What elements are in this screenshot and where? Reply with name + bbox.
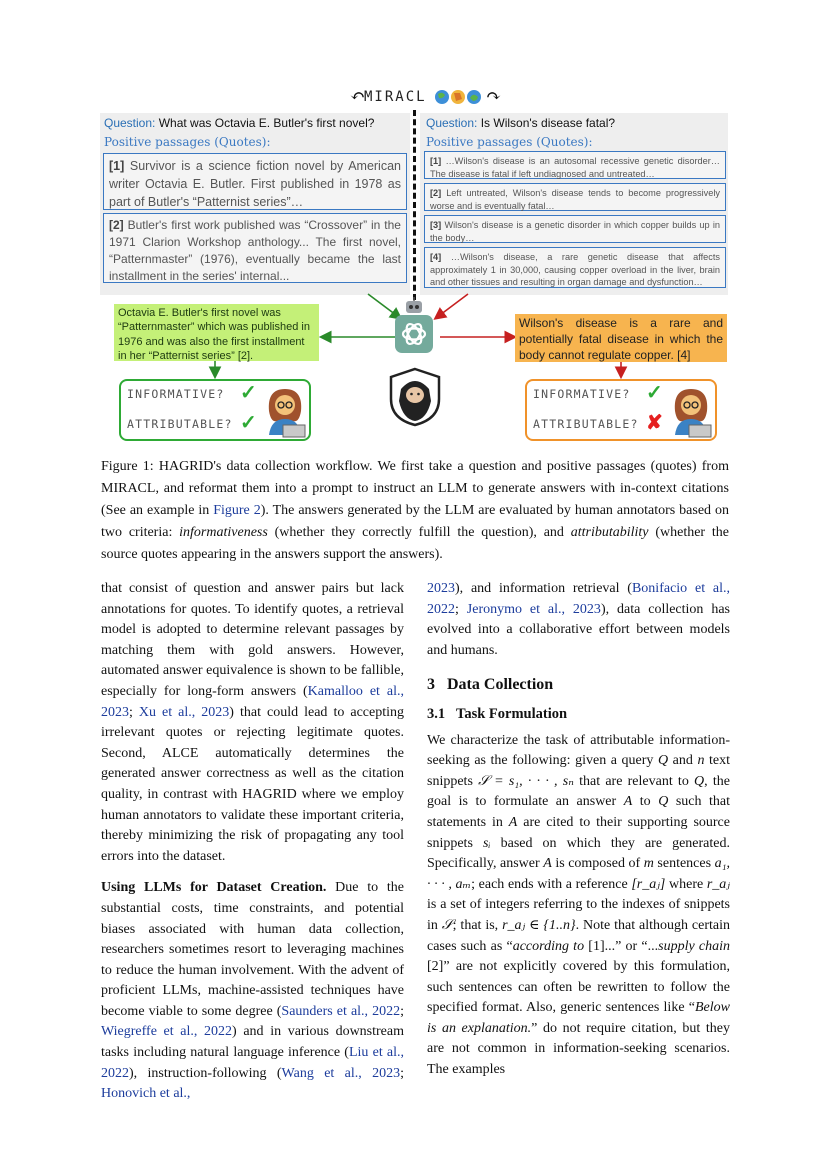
citation-link[interactable]: Xu et al., 2023 — [138, 704, 230, 720]
citation-link[interactable]: 2023 — [427, 581, 455, 596]
paragraph: that consist of question and answer pairs but lack annotations for quotes. To identify quotes, a retrieval model is adopted to determine relevant passages by matching them with gold answers. However, automated answer equivalence is shown to be fallible, especially for long-form answers (Kamalloo et al., 2023; Xu et al., 2023) that could lead to accepting irrelevant quotes or rejecting legitimate quotes. Second, ALCE automatically determines the generated answer correctness as well as the citation quality, in contrast with HAGRID where we employ human annotators to validate these important criteria, thereby minimizing the risk of propagating any tool errors into the dataset. — [101, 581, 404, 864]
right-passage-3: [3] Wilson's disease is a genetic disorder in which copper builds up in the body… — [424, 215, 726, 243]
right-informative-label: INFORMATIVE? — [533, 387, 631, 401]
annotator-icon — [667, 383, 715, 439]
paragraph: Using LLMs for Dataset Creation. Due to the substantial costs, time constraints, and potential biases associated with human data collection, researchers sometimes resort to leveraging machines to reduce the human involvement. With the advent of proficient LLMs, machine-assisted techniques have become viable to some degree (Saunders et al., 2022; Wiegreffe et al., 2022) and in various downstream tasks including natural language inference (Liu et al., 2022), instruction-following (Wang et al., 2023; Honovich et al., — [101, 880, 405, 1102]
arrow-right-to-robot — [436, 294, 468, 318]
miracl-label: MIRACL — [364, 89, 427, 105]
left-attributable-check-icon: ✓ — [240, 412, 257, 434]
left-question: Question: What was Octavia E. Butler's first novel? — [104, 116, 375, 130]
right-eval-box — [525, 379, 717, 441]
left-informative-check-icon: ✓ — [240, 382, 257, 404]
citation-link[interactable]: Wiegreffe et al., 2022 — [101, 1024, 233, 1040]
right-informative-check-icon: ✓ — [646, 382, 663, 404]
subsection-heading: 3.1 Task Formulation — [427, 705, 568, 722]
hagrid-mascot-icon — [387, 367, 443, 427]
dashed-divider — [413, 110, 416, 300]
citation-link[interactable]: Honovich et al., — [101, 1086, 191, 1102]
left-eval-box — [119, 379, 311, 441]
right-llm-answer: Wilson's disease is a rare and potentially fatal disease in which the body cannot regulate copper. [4] — [515, 314, 727, 362]
right-attributable-label: ATTRIBUTABLE? — [533, 417, 639, 431]
section-heading: 3 Data Collection — [427, 676, 554, 694]
right-passage-2: [2] Left untreated, Wilson's disease tends to become progressively worse and is eventually fatal… — [424, 183, 726, 211]
left-pp-label: Positive passages (Quotes): — [104, 135, 271, 149]
left-attributable-label: ATTRIBUTABLE? — [127, 417, 233, 431]
left-passage-2: [2] Butler's first work published was “Crossover” in the 1971 Clarion Workshop anthology... The first novel, “Patternmaster” (1976), eventually became the last installment in the series' internal... — [103, 213, 407, 283]
right-passage-4: [4] …Wilson's disease, a rare genetic disease that affects approximately 1 in 30,000, causing copper overload in the liver, brain and other tissues and resulting in organ damage and dysfunction… — [424, 247, 726, 288]
figure-caption: Figure 1: HAGRID's data collection workflow. We first take a question and positive passages (quotes) from MIRACL, and reformat them into a prompt to instruct an LLM to generate answers with in-context citations (See an example in Figure 2). The answers generated by the LLM are evaluated by human annotators based on two criteria: informativeness (whether they correctly fulfill the question), and attributability (whether the source quotes appearing in the answers support the answers). — [101, 459, 729, 562]
left-passage-1: [1] Survivor is a science fiction novel by American writer Octavia E. Butler. First published in 1978 as part of Butler's “Patternist series”… — [103, 153, 407, 210]
left-llm-answer: Octavia E. Butler's first novel was “Patternmaster” which was published in 1976 and was also the first installment in her “Patternist series” [2]. — [114, 304, 319, 361]
curved-arrow-right-icon: ↷ — [486, 86, 502, 106]
left-column — [101, 579, 404, 1105]
paragraph: We characterize the task of attributable information-seeking as the following: given a query Q and n text snippets 𝒮 = s₁, · · · , sₙ that are relevant to Q, the goal is to formulate an answer A to Q such that statements in A are cited to their supporting source snippets sᵢ based on which they are generated. Specifically, answer A is composed of m sentences a₁, · · · , aₘ; each ends with a reference [r_aⱼ] where r_aⱼ is a set of integers referring to the indexes of snippets in 𝒮; that is, r_aⱼ ∈ {1..n}. Note that although certain cases such as “according to [1]...” or “...supply chain [2]” are not explicitly covered by this formulation, such sentences can often be rewritten to follow the specified format. Also, generic sentences like “Below is an explanation.” do not require citation, but they are not common in information-seeking scenarios. The examples — [427, 732, 731, 1078]
citation-link[interactable]: Kamalloo et al., 2023 — [101, 683, 404, 720]
left-informative-label: INFORMATIVE? — [127, 387, 225, 401]
citation-link[interactable]: Liu et al., 2022 — [101, 1045, 404, 1081]
left-panel — [100, 113, 410, 295]
globe-icon — [434, 88, 484, 106]
figure-2-link[interactable]: Figure 2 — [213, 503, 261, 518]
openai-logo-icon — [395, 315, 433, 353]
robot-icon — [403, 297, 425, 315]
paragraph: 2023), and information retrieval (Bonifacio et al., 2022; Jeronymo et al., 2023), data collection has evolved into a collaborative effort between models and humans. — [427, 581, 730, 658]
right-panel — [420, 113, 728, 295]
annotator-icon — [261, 383, 309, 439]
miracl-header — [350, 88, 500, 110]
citation-link[interactable]: Saunders et al., 2022 — [281, 1003, 401, 1019]
right-passage-1: [1] …Wilson's disease is an autosomal recessive genetic disorder… The disease is fatal if left undiagnosed and untreated… — [424, 151, 726, 179]
right-pp-label: Positive passages (Quotes): — [426, 135, 593, 149]
citation-link[interactable]: Jeronymo et al., 2023 — [466, 601, 601, 617]
paragraph-heading: Using LLMs for Dataset Creation. — [101, 880, 327, 896]
llm-icon — [395, 315, 433, 353]
citation-link[interactable]: Wang et al., 2023 — [281, 1065, 401, 1081]
citation-link[interactable]: Bonifacio et al., 2022 — [427, 581, 730, 617]
right-attributable-cross-icon: ✘ — [646, 412, 663, 434]
right-question: Question: Is Wilson's disease fatal? — [426, 116, 616, 130]
right-column — [427, 579, 730, 1081]
curved-arrow-left-icon: ↶ — [350, 86, 366, 106]
